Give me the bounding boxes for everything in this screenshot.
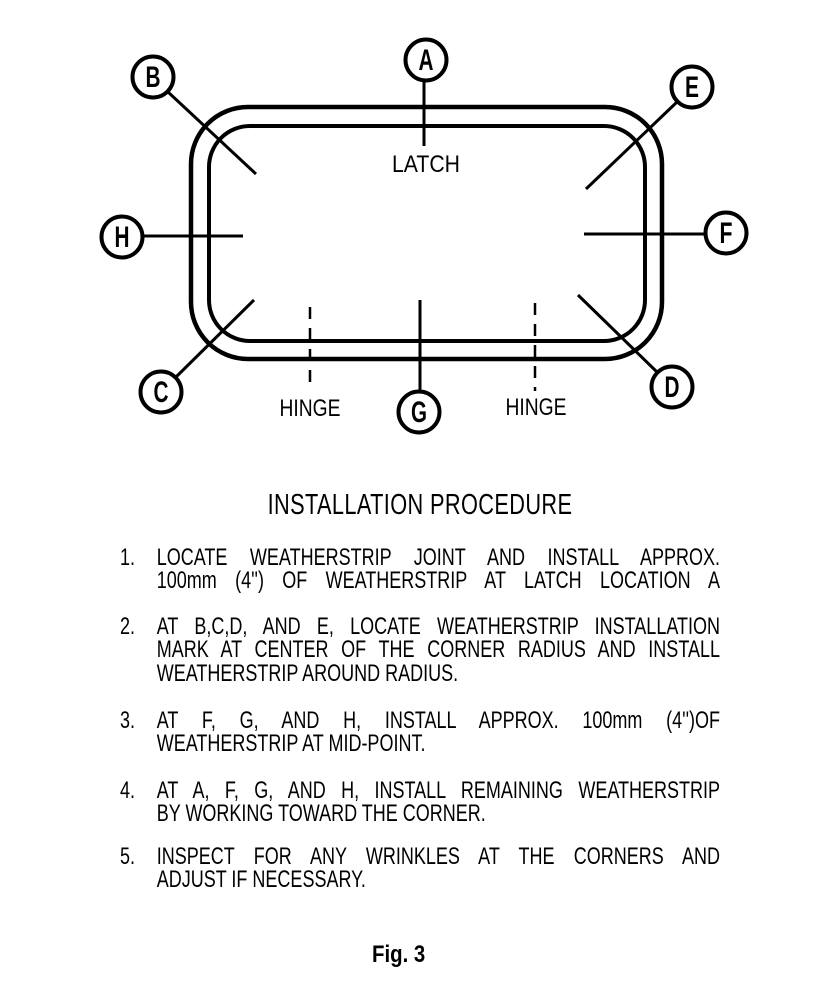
callout-c-letter: C (153, 376, 169, 409)
item-line: BY WORKING TOWARD THE CORNER. (156, 800, 486, 828)
item-line: 100mm (4'') OF WEATHERSTRIP AT LATCH LOCATION A (156, 567, 720, 595)
callout-c (141, 372, 182, 413)
hinge-label-right: HINGE (505, 394, 567, 421)
hinge-label-left: HINGE (279, 395, 341, 422)
installation-procedure-section (120, 489, 720, 894)
item-line: AT A, F, G, AND H, INSTALL REMAINING WEATHERSTRIP (156, 776, 720, 804)
callout-b (133, 57, 174, 98)
item-number: 1. (120, 544, 136, 571)
callout-b-letter: B (145, 61, 161, 94)
callout-g-letter: G (411, 396, 427, 429)
item-number: 3. (120, 707, 136, 735)
leader-line-b (168, 92, 256, 174)
item-line: WEATHERSTRIP AT MID-POINT. (156, 730, 426, 758)
item-line: AT F, G, AND H, INSTALL APPROX. 100mm (4'')OF (156, 707, 720, 735)
callout-d (652, 367, 693, 408)
item-line: LOCATE WEATHERSTRIP JOINT AND INSTALL APPROX. (156, 544, 720, 571)
item-line: MARK AT CENTER OF THE CORNER RADIUS AND INSTALL (156, 636, 720, 664)
callout-h (102, 217, 143, 258)
callout-f (706, 213, 747, 254)
item-text (156, 612, 720, 687)
callout-e-letter: E (685, 71, 699, 104)
item-text (157, 709, 720, 756)
item-text (156, 776, 720, 828)
callout-h-letter: H (114, 221, 130, 254)
item-text (157, 546, 720, 593)
procedure-title: INSTALLATION PROCEDURE (267, 489, 573, 521)
procedure-item-4 (120, 776, 720, 828)
item-line: AT B,C,D, AND E, LOCATE WEATHERSTRIP INSTALLATION (156, 612, 720, 640)
item-line: WEATHERSTRIP AROUND RADIUS. (156, 659, 459, 687)
item-number: 2. (120, 612, 136, 640)
callout-e (672, 67, 713, 108)
weatherstrip-opening-diagram (0, 0, 832, 470)
procedure-item-5 (120, 842, 720, 894)
procedure-item-2 (120, 612, 720, 687)
callout-g (399, 392, 440, 433)
item-number: 4. (120, 776, 136, 804)
callout-a (406, 40, 447, 81)
figure-caption: Fig. 3 (372, 941, 426, 968)
callout-f-letter: F (719, 217, 733, 250)
item-text (156, 842, 720, 894)
latch-label: LATCH (392, 151, 460, 178)
item-line: INSPECT FOR ANY WRINKLES AT THE CORNERS AND (156, 842, 720, 870)
item-number: 5. (120, 842, 136, 870)
callout-a-letter: A (418, 44, 434, 77)
callout-d-letter: D (664, 371, 680, 404)
item-line: ADJUST IF NECESSARY. (156, 866, 366, 894)
procedure-item-3 (120, 709, 720, 756)
procedure-item-1 (120, 546, 720, 593)
